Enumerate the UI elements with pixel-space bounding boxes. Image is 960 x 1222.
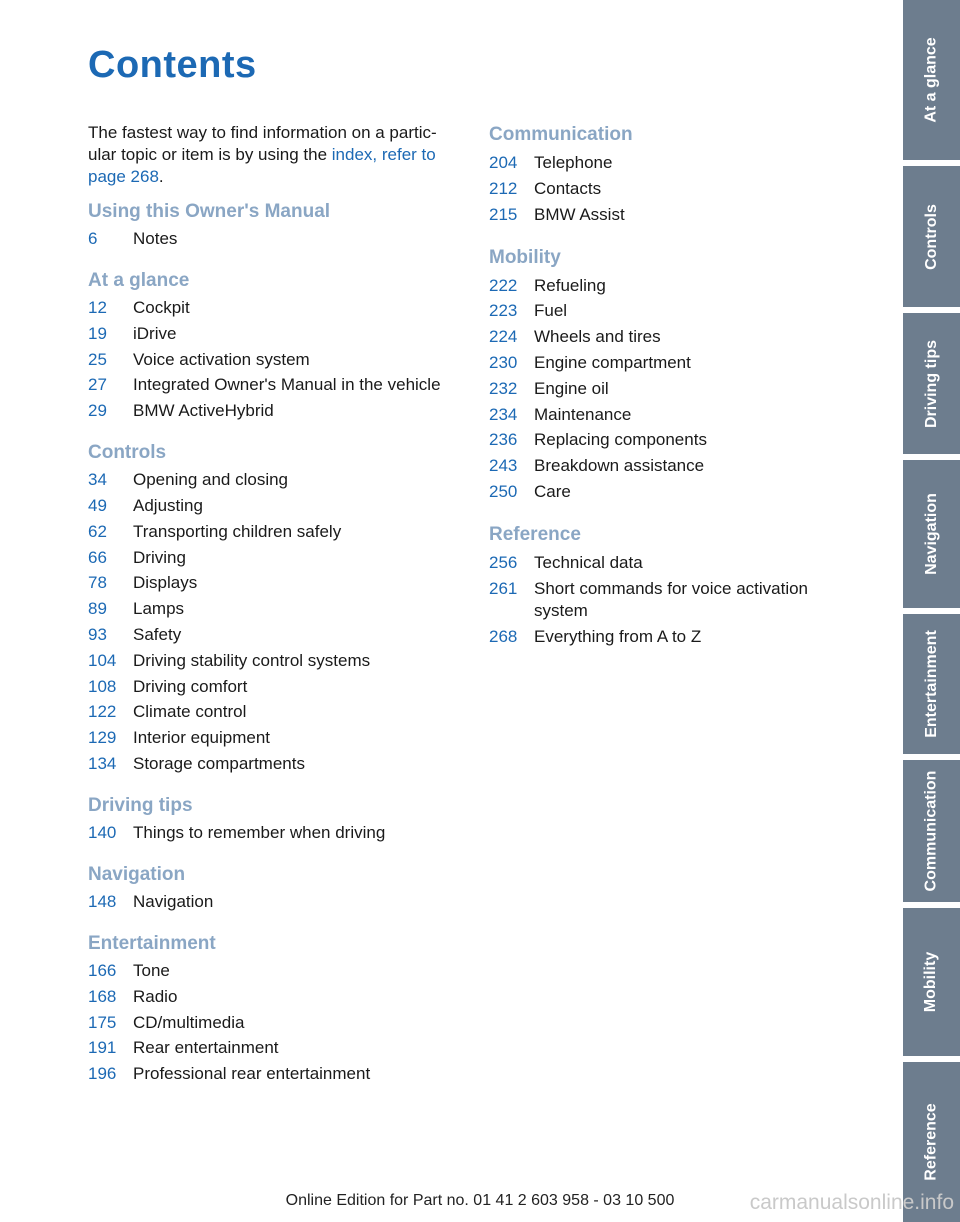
page-number[interactable]: 175 — [88, 1012, 117, 1032]
entry-label: Things to remember when driving — [133, 822, 386, 842]
entry-label: CD/multimedia — [133, 1012, 245, 1032]
section-reference — [489, 522, 834, 648]
chapter-tab-entertainment[interactable] — [903, 614, 960, 754]
page-number[interactable]: 234 — [489, 404, 518, 424]
section-controls — [88, 441, 463, 775]
chapter-tab-label: At a glance — [922, 37, 940, 123]
page-number[interactable]: 222 — [489, 275, 518, 295]
page-number[interactable]: 78 — [88, 573, 107, 593]
entry-label: Care — [534, 481, 571, 501]
page-number[interactable]: 62 — [88, 521, 107, 541]
entry-label: Engine compartment — [534, 352, 691, 372]
page-number[interactable]: 129 — [88, 728, 117, 748]
toc-entry[interactable] — [88, 1012, 463, 1034]
toc-entry[interactable] — [489, 326, 834, 348]
page-number[interactable]: 232 — [489, 378, 518, 398]
page-number[interactable]: 93 — [88, 624, 107, 644]
chapter-tab-label: Navigation — [922, 493, 940, 575]
toc-entry[interactable] — [88, 624, 463, 646]
entry-label: Wheels and tires — [534, 327, 661, 347]
page-number[interactable]: 196 — [88, 1064, 117, 1084]
page-number[interactable]: 89 — [88, 599, 107, 619]
entry-label: Notes — [133, 229, 178, 248]
entry-label: Tone — [133, 960, 170, 980]
page-number[interactable]: 134 — [88, 753, 117, 773]
page-number[interactable]: 104 — [88, 650, 117, 670]
entry-label: Driving comfort — [133, 676, 248, 696]
entry-label: Driving stability control systems — [133, 650, 371, 670]
entry-label: Radio — [133, 986, 178, 1006]
section-navigation — [88, 863, 463, 913]
page-number[interactable]: 230 — [489, 352, 518, 372]
toc-entry[interactable] — [489, 552, 834, 574]
page-footer — [0, 1191, 960, 1214]
entry-label: Navigation — [133, 891, 214, 911]
entry-label: Lamps — [133, 599, 185, 619]
section-communication — [489, 122, 834, 226]
chapter-tab-sidebar — [903, 0, 960, 1222]
toc-entry[interactable] — [88, 676, 463, 698]
chapter-tab-label: Communication — [922, 770, 940, 892]
chapter-tab-communication[interactable] — [903, 760, 960, 902]
entry-label: Transporting children safely — [133, 521, 342, 541]
entry-label: Telephone — [534, 153, 613, 172]
page-number[interactable]: 268 — [489, 626, 518, 646]
page-number[interactable]: 19 — [88, 323, 107, 343]
page-number[interactable]: 108 — [88, 676, 117, 696]
intro-end: . — [158, 167, 164, 186]
section-heading: Entertainment — [88, 932, 216, 954]
toc-entry[interactable] — [88, 891, 463, 913]
entry-label: Integrated Owner's Manual in the vehicle — [133, 375, 441, 395]
entry-label: Storage compartments — [133, 753, 305, 773]
entry-label: Safety — [133, 624, 182, 644]
page-number[interactable]: 223 — [489, 301, 518, 321]
page-title: Contents — [88, 44, 257, 86]
entry-label: Breakdown assistance — [534, 456, 705, 476]
toc-entry[interactable] — [88, 400, 463, 422]
entry-label: Replacing components — [534, 430, 707, 450]
entry-label: Maintenance — [534, 404, 632, 424]
toc-entry[interactable] — [489, 300, 834, 322]
page-number[interactable]: 140 — [88, 822, 117, 842]
page-number[interactable]: 191 — [88, 1038, 117, 1058]
toc-entry[interactable] — [88, 1063, 463, 1085]
entry-label: Adjusting — [133, 495, 203, 515]
chapter-tab-at-a-glance[interactable] — [903, 0, 960, 160]
entry-label: Contacts — [534, 178, 602, 198]
section-heading: Communication — [489, 124, 633, 145]
toc-entry[interactable] — [88, 228, 463, 250]
entry-label: Engine oil — [534, 378, 609, 398]
page-number[interactable]: 243 — [489, 456, 518, 476]
page-number[interactable]: 6 — [88, 229, 98, 248]
toc-entry[interactable] — [489, 178, 834, 200]
page-number[interactable]: 25 — [88, 349, 107, 369]
page-number[interactable]: 204 — [489, 153, 518, 172]
section-driving-tips — [88, 794, 463, 844]
entry-label: Driving — [133, 547, 186, 567]
toc-entry[interactable] — [489, 152, 834, 174]
toc-entry[interactable] — [88, 598, 463, 620]
section-heading: Navigation — [88, 863, 186, 885]
entry-label: Opening and closing — [133, 470, 289, 490]
toc-entry[interactable] — [88, 986, 463, 1008]
page-number[interactable]: 250 — [489, 481, 518, 501]
toc-entry[interactable] — [88, 495, 463, 517]
chapter-tab-driving-tips[interactable] — [903, 313, 960, 454]
entry-label: Short commands for voice activation system — [534, 578, 809, 620]
footer-text: Online Edition for Part no. 01 41 2 603 958 - 03 10 500 — [285, 1192, 675, 1209]
entry-label: Interior equipment — [133, 728, 271, 748]
toc-entry[interactable] — [489, 626, 834, 648]
toc-entry[interactable] — [88, 822, 463, 844]
contents-right-column — [489, 122, 834, 667]
page-number[interactable]: 215 — [489, 204, 518, 224]
entry-label: Voice activation system — [133, 349, 310, 369]
intro-text — [88, 122, 463, 188]
chapter-tab-label: Mobility — [922, 951, 940, 1013]
toc-entry[interactable] — [88, 572, 463, 594]
toc-entry[interactable] — [489, 275, 834, 297]
entry-label: Rear entertainment — [133, 1038, 279, 1058]
entry-label: Everything from A to Z — [534, 626, 702, 646]
chapter-tab-label: Reference — [922, 1103, 940, 1181]
toc-entry[interactable] — [489, 481, 834, 503]
page-number[interactable]: 212 — [489, 178, 518, 198]
index-link[interactable]: index, refer to page 268 — [88, 145, 436, 186]
toc-entry[interactable] — [489, 429, 834, 451]
toc-entry[interactable] — [88, 960, 463, 982]
toc-entry[interactable] — [88, 650, 463, 672]
page-number[interactable]: 66 — [88, 547, 107, 567]
page-number[interactable]: 12 — [88, 298, 107, 317]
toc-entry[interactable] — [88, 521, 463, 543]
chapter-tab-navigation[interactable] — [903, 460, 960, 608]
entry-label: Professional rear entertainment — [133, 1064, 371, 1084]
page-number[interactable]: 148 — [88, 891, 117, 911]
section-heading: Mobility — [489, 246, 561, 268]
chapter-tab-mobility[interactable] — [903, 908, 960, 1056]
page-number[interactable]: 122 — [88, 702, 117, 722]
chapter-tab-label: Entertainment — [922, 630, 940, 738]
toc-entry[interactable] — [88, 1037, 463, 1059]
page-number[interactable]: 29 — [88, 401, 107, 421]
entry-label: Refueling — [534, 275, 606, 295]
toc-entry[interactable] — [88, 753, 463, 775]
toc-entry[interactable] — [489, 455, 834, 477]
toc-entry[interactable] — [489, 578, 834, 622]
entry-label: Cockpit — [133, 298, 190, 317]
page-number[interactable]: 49 — [88, 495, 107, 515]
entry-label: Technical data — [534, 552, 643, 572]
toc-entry[interactable] — [88, 349, 463, 371]
page-number[interactable]: 256 — [489, 552, 518, 572]
section-heading: Driving tips — [88, 794, 193, 816]
toc-entry[interactable] — [489, 352, 834, 374]
chapter-tab-label: Driving tips — [922, 339, 940, 428]
entry-label: Fuel — [534, 301, 568, 321]
entry-label: iDrive — [133, 323, 177, 343]
entry-label: Displays — [133, 573, 198, 593]
page-number[interactable]: 236 — [489, 430, 518, 450]
contents-left-column — [88, 122, 463, 1104]
toc-entry[interactable] — [489, 404, 834, 426]
toc-entry[interactable] — [88, 547, 463, 569]
entry-label: BMW ActiveHybrid — [133, 401, 274, 421]
section-at-a-glance — [88, 269, 463, 422]
toc-entry[interactable] — [88, 323, 463, 345]
chapter-tab-controls[interactable] — [903, 166, 960, 307]
page-number[interactable]: 168 — [88, 986, 117, 1006]
toc-entry[interactable] — [88, 727, 463, 749]
toc-entry[interactable] — [88, 374, 463, 396]
toc-entry[interactable] — [489, 378, 834, 400]
entry-label: BMW Assist — [534, 204, 625, 224]
page-number[interactable]: 34 — [88, 470, 107, 490]
page-number[interactable]: 261 — [489, 578, 518, 598]
section-heading: At a glance — [88, 270, 190, 291]
page-number[interactable]: 224 — [489, 327, 518, 347]
section-mobility — [489, 245, 834, 503]
toc-entry[interactable] — [489, 204, 834, 226]
chapter-tab-label: Controls — [922, 203, 940, 270]
section-using-this-owner-s-manual — [88, 200, 463, 250]
section-heading: Using this Owner's Manual — [88, 201, 331, 222]
section-heading: Controls — [88, 442, 167, 464]
toc-entry[interactable] — [88, 701, 463, 723]
intro-body: The fastest way to find information on a partic-ular topic or item is by using the — [88, 123, 437, 164]
page-number[interactable]: 27 — [88, 375, 107, 395]
entry-label: Climate control — [133, 702, 247, 722]
toc-entry[interactable] — [88, 469, 463, 491]
page-number[interactable]: 166 — [88, 960, 117, 980]
section-heading: Reference — [489, 523, 581, 545]
toc-entry[interactable] — [88, 297, 463, 319]
section-entertainment — [88, 932, 463, 1085]
watermark: carmanualsonline.info — [749, 1191, 954, 1214]
